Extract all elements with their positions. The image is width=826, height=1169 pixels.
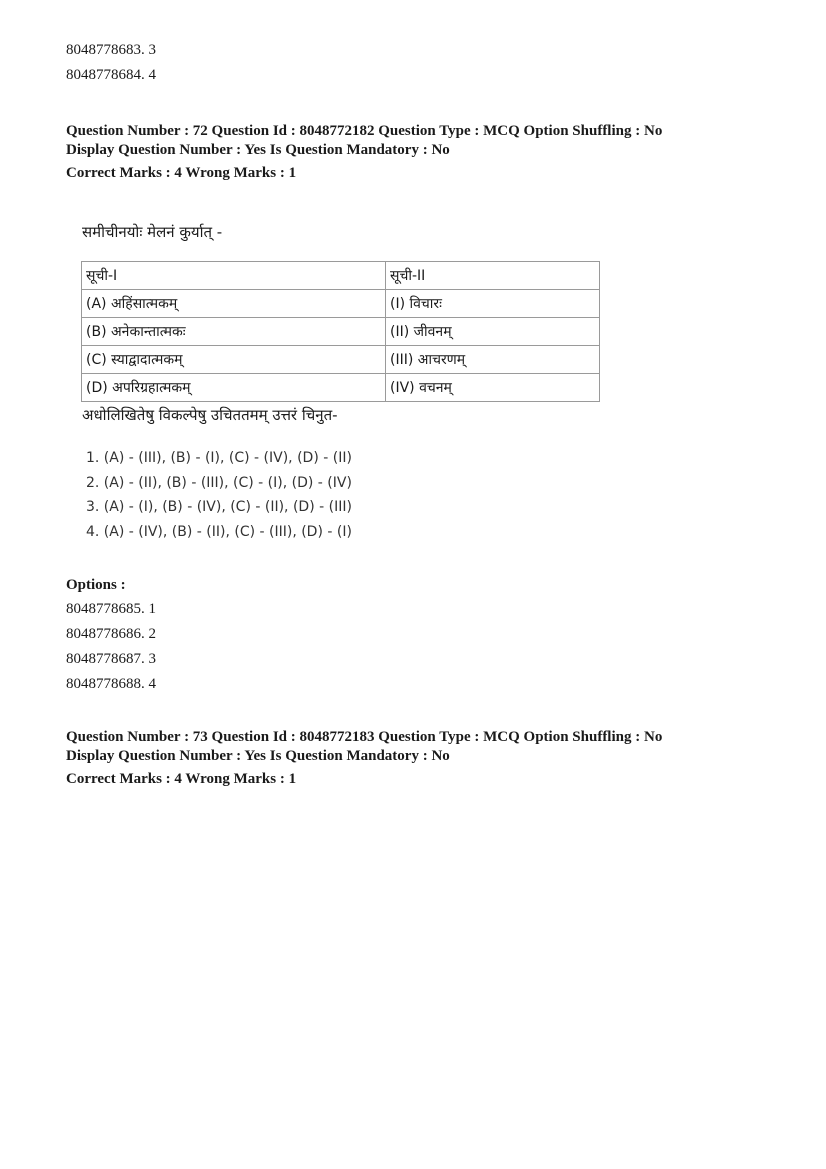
q72-marks-line: Correct Marks : 4 Wrong Marks : 1	[66, 165, 297, 181]
q73-meta-line-1: Question Number : 73 Question Id : 8048772183 Question Type : MCQ Option Shuffling : No	[66, 729, 663, 745]
option-id: 8048778685.	[66, 601, 145, 617]
option-id: 8048778686.	[66, 626, 145, 642]
answer-choice-3: 3. (A) - (I), (B) - (IV), (C) - (II), (D) - (III)	[86, 499, 352, 515]
list-1-item: (C) स्याद्वादात्मकम्	[82, 346, 386, 374]
list-2-item: (I) विचारः	[386, 290, 600, 318]
match-table	[81, 261, 600, 402]
list-2-header: सूची-II	[386, 262, 600, 290]
list-2-item: (III) आचरणम्	[386, 346, 600, 374]
list-2-item: (II) जीवनम्	[386, 318, 600, 346]
option-id: 8048778683.	[66, 42, 145, 58]
list-1-item: (D) अपरिग्रहात्मकम्	[82, 374, 386, 402]
prev-option-1	[66, 41, 156, 59]
q72-instruction: अधोलिखितेषु विकल्पेषु उचिततमम् उत्तरं चिनुत-	[82, 406, 338, 424]
option-value: 2	[148, 626, 156, 642]
q72-meta-line-1: Question Number : 72 Question Id : 8048772182 Question Type : MCQ Option Shuffling : No	[66, 123, 663, 139]
option-value: 3	[148, 651, 156, 667]
table-row	[82, 346, 600, 374]
options-label: Options :	[66, 577, 126, 593]
q73-meta-line-2: Display Question Number : Yes Is Question Mandatory : No	[66, 748, 450, 764]
q73-marks-line: Correct Marks : 4 Wrong Marks : 1	[66, 771, 297, 787]
answer-choices	[86, 448, 352, 546]
option-id: 8048778688.	[66, 676, 145, 692]
option-value: 3	[148, 42, 156, 58]
option-value: 4	[148, 676, 156, 692]
prev-option-2	[66, 66, 156, 84]
option-4	[66, 675, 156, 693]
answer-choice-4: 4. (A) - (IV), (B) - (II), (C) - (III), (D) - (I)	[86, 523, 352, 540]
option-value: 1	[148, 601, 156, 617]
answer-choice-1: 1. (A) - (III), (B) - (I), (C) - (IV), (D) - (II)	[86, 450, 352, 466]
list-2-item: (IV) वचनम्	[386, 374, 600, 402]
answer-choice-2: 2. (A) - (II), (B) - (III), (C) - (I), (D) - (IV)	[86, 474, 352, 491]
table-row	[82, 318, 600, 346]
option-value: 4	[148, 67, 156, 83]
list-1-item: (B) अनेकान्तात्मकः	[82, 318, 386, 346]
option-2	[66, 625, 156, 643]
q72-stem: समीचीनयोः मेलनं कुर्यात् -	[82, 223, 223, 241]
list-1-header: सूची-I	[82, 262, 386, 290]
list-1-item: (A) अहिंसात्मकम्	[82, 290, 386, 318]
q72-meta-line-2: Display Question Number : Yes Is Question Mandatory : No	[66, 142, 450, 158]
table-row	[82, 290, 600, 318]
table-row	[82, 262, 600, 290]
option-3	[66, 650, 156, 668]
table-row	[82, 374, 600, 402]
option-1	[66, 600, 156, 618]
option-id: 8048778687.	[66, 651, 145, 667]
option-id: 8048778684.	[66, 67, 145, 83]
